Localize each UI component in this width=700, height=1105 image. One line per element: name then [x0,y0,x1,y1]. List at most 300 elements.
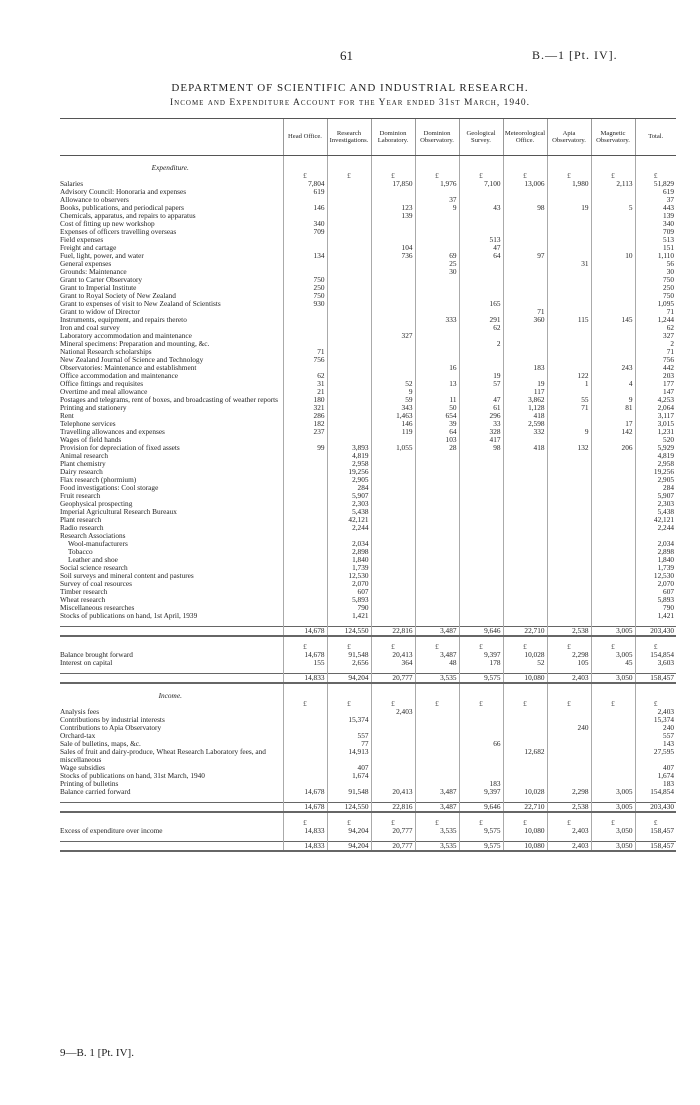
amount-cell: 2,070 [327,580,371,588]
amount-cell [459,596,503,604]
amount-cell [591,612,635,620]
empty-cell [60,627,283,637]
amount-cell [415,244,459,252]
empty-cell [283,156,327,173]
amount-cell: 42,121 [327,516,371,524]
total-cell: 2,403 [547,842,591,852]
row-label: Rent [60,412,74,420]
amount-cell [283,716,327,724]
amount-cell [459,220,503,228]
row-label: Office accommodation and maintenance [60,372,178,380]
expenditure-row [60,340,676,348]
amount-cell: 45 [591,659,635,667]
empty-cell [635,812,676,819]
amount-cell: 340 [283,220,327,228]
amount-cell [415,388,459,396]
empty-cell [415,683,459,700]
currency-symbol: £ [547,700,591,708]
empty-cell [591,156,635,173]
amount-cell [459,716,503,724]
amount-cell [547,220,591,228]
amount-cell [591,580,635,588]
amount-cell [415,484,459,492]
amount-cell [283,508,327,516]
amount-cell: 20,413 [371,651,415,659]
total-cell: 2,538 [547,627,591,637]
amount-cell: 51,829 [635,180,676,188]
total-cell: 124,550 [327,627,371,637]
row-label: Printing of bulletins [60,780,119,788]
amount-cell [415,476,459,484]
amount-cell: 250 [283,284,327,292]
amount-cell: 154,854 [635,788,676,796]
amount-cell: 42,121 [635,516,676,524]
amount-cell: 14,678 [283,651,327,659]
total-cell: 2,403 [547,674,591,684]
amount-cell [283,748,327,764]
amount-cell [459,476,503,484]
column-header: Meteorological Office. [503,119,547,156]
amount-cell [547,708,591,716]
amount-cell: 243 [591,364,635,372]
amount-cell [327,300,371,308]
amount-cell: 62 [459,324,503,332]
amount-cell [591,196,635,204]
amount-cell [591,308,635,316]
amount-cell: 117 [503,388,547,396]
expenditure-row [60,252,676,260]
amount-cell [591,564,635,572]
total-cell: 2,538 [547,803,591,813]
row-label: Overtime and meal allowance [60,388,148,396]
column-header: Head Office. [283,119,327,156]
amount-cell [371,716,415,724]
row-label: General expenses [60,260,112,268]
amount-cell: 10,028 [503,651,547,659]
row-label: Stocks of publications on hand, 31st March, 1940 [60,772,205,780]
amount-cell: 2,905 [327,476,371,484]
amount-cell: 557 [635,732,676,740]
amount-cell: 99 [283,444,327,452]
currency-symbol: £ [415,819,459,827]
amount-cell [503,356,547,364]
amount-cell [547,252,591,260]
amount-cell [371,236,415,244]
amount-cell [459,212,503,220]
amount-cell: 147 [635,388,676,396]
expenditure-row [60,292,676,300]
amount-cell [547,452,591,460]
amount-cell [283,596,327,604]
amount-cell [415,716,459,724]
currency-symbol: £ [503,819,547,827]
amount-cell [327,244,371,252]
amount-cell: 19 [503,380,547,388]
empty-cell [591,636,635,643]
amount-cell [371,372,415,380]
amount-cell [503,492,547,500]
amount-cell: 1,055 [371,444,415,452]
amount-cell [327,308,371,316]
amount-cell: 5,893 [635,596,676,604]
amount-cell [371,508,415,516]
amount-cell: 418 [503,412,547,420]
amount-cell: 237 [283,428,327,436]
total-cell: 158,457 [635,674,676,684]
amount-cell: 3,005 [591,788,635,796]
expenditure-row [60,404,676,412]
amount-cell: 57 [459,380,503,388]
expenditure-row [60,388,676,396]
amount-cell [547,292,591,300]
amount-cell: 2,034 [635,540,676,548]
amount-cell [459,308,503,316]
amount-cell [503,708,547,716]
amount-cell [503,604,547,612]
currency-symbol: £ [459,819,503,827]
amount-cell [371,364,415,372]
amount-cell [283,212,327,220]
empty-cell [415,636,459,643]
amount-cell [415,212,459,220]
amount-cell: 2 [459,340,503,348]
amount-cell [415,764,459,772]
amount-cell: 20,413 [371,788,415,796]
amount-cell [503,548,547,556]
amount-cell: 31 [547,260,591,268]
empty-cell [547,812,591,819]
amount-cell [415,724,459,732]
amount-cell [327,532,371,540]
amount-cell: 10,080 [503,827,547,835]
amount-cell [371,748,415,764]
empty-cell [283,812,327,819]
amount-cell [591,540,635,548]
amount-cell: 333 [415,316,459,324]
amount-cell [415,580,459,588]
amount-cell [547,732,591,740]
amount-cell: 364 [371,659,415,667]
currency-row [60,172,676,180]
amount-cell [591,212,635,220]
row-label: Social science research [60,564,128,572]
amount-cell [283,708,327,716]
amount-cell: 154,854 [635,651,676,659]
amount-cell: 9 [371,388,415,396]
amount-cell: 443 [635,204,676,212]
amount-cell [459,548,503,556]
total-cell: 14,678 [283,627,327,637]
amount-cell [371,276,415,284]
amount-cell [547,196,591,204]
amount-cell: 343 [371,404,415,412]
amount-cell: 3,050 [591,827,635,835]
amount-cell [283,460,327,468]
page-reference: B.—1 [Pt. IV]. [532,48,618,62]
amount-cell: 3,487 [415,788,459,796]
amount-cell [547,340,591,348]
amount-cell [547,412,591,420]
amount-cell: 284 [327,484,371,492]
amount-cell [547,476,591,484]
currency-symbol: £ [371,643,415,651]
amount-cell: 607 [327,588,371,596]
amount-cell [415,508,459,516]
amount-cell: 15,374 [635,716,676,724]
amount-cell: 69 [415,252,459,260]
amount-cell: 25 [415,260,459,268]
amount-cell [547,276,591,284]
amount-cell [591,292,635,300]
amount-cell: 21 [283,388,327,396]
amount-cell [371,468,415,476]
currency-row [60,819,676,827]
amount-cell [459,188,503,196]
total-row [60,842,676,852]
amount-cell [371,260,415,268]
amount-cell [459,332,503,340]
amount-cell [371,588,415,596]
currency-symbol: £ [635,819,676,827]
row-label: Provision for depreciation of fixed assets [60,444,180,452]
income-expenditure-table [60,118,676,852]
expenditure-row [60,396,676,404]
amount-cell [459,284,503,292]
empty-cell [635,156,676,173]
amount-cell [547,532,591,540]
amount-cell [283,604,327,612]
expenditure-row [60,412,676,420]
amount-cell: 9 [415,204,459,212]
amount-cell [415,340,459,348]
amount-cell [459,452,503,460]
amount-cell [371,460,415,468]
currency-symbol: £ [635,643,676,651]
amount-cell: 77 [327,740,371,748]
total-cell: 22,710 [503,627,547,637]
currency-symbol: £ [591,643,635,651]
amount-cell [547,716,591,724]
amount-cell [547,356,591,364]
empty-cell [459,812,503,819]
expenditure-row [60,348,676,356]
amount-cell: 17,850 [371,180,415,188]
amount-cell [547,764,591,772]
amount-cell [591,468,635,476]
amount-cell [591,764,635,772]
amount-cell: 14,678 [283,788,327,796]
amount-cell [503,724,547,732]
expenditure-row [60,540,676,548]
amount-cell [371,228,415,236]
amount-cell: 7,100 [459,180,503,188]
amount-cell: 4,253 [635,396,676,404]
amount-cell: 327 [371,332,415,340]
amount-cell [415,740,459,748]
expenditure-row [60,516,676,524]
amount-cell: 182 [283,420,327,428]
row-label: Grant to expenses of visit to New Zealand of Scientists [60,300,221,308]
amount-cell [503,452,547,460]
amount-cell [371,540,415,548]
amount-cell: 5 [591,204,635,212]
total-cell: 22,816 [371,627,415,637]
amount-cell: 9,397 [459,788,503,796]
row-label: Leather and shoe [68,556,118,564]
amount-cell: 50 [415,404,459,412]
amount-cell: 139 [635,212,676,220]
total-cell: 9,575 [459,842,503,852]
amount-cell: 750 [635,292,676,300]
amount-cell: 104 [371,244,415,252]
amount-cell [547,188,591,196]
amount-cell: 39 [415,420,459,428]
expenditure-row [60,284,676,292]
amount-cell [591,260,635,268]
amount-cell [503,564,547,572]
row-label: Wage subsidies [60,764,106,772]
amount-cell [459,460,503,468]
amount-cell [503,540,547,548]
amount-cell [459,580,503,588]
row-label: Tobacco [68,548,93,556]
amount-cell [371,196,415,204]
expenditure-row [60,612,676,620]
empty-cell [415,812,459,819]
amount-cell [371,532,415,540]
section-heading: Income. [158,691,182,700]
column-header-blank [60,119,283,156]
expenditure-row [60,596,676,604]
income-row [60,780,676,788]
amount-cell: 9,397 [459,651,503,659]
amount-cell [503,436,547,444]
total-cell: 3,005 [591,803,635,813]
amount-cell: 7,804 [283,180,327,188]
expenditure-row [60,244,676,252]
amount-cell [327,212,371,220]
amount-cell [503,500,547,508]
amount-cell [503,780,547,788]
amount-cell [371,516,415,524]
amount-cell: 61 [459,404,503,412]
amount-cell [459,540,503,548]
amount-cell: 240 [547,724,591,732]
expenditure-row [60,556,676,564]
empty-cell [371,156,415,173]
amount-cell: 3,487 [415,651,459,659]
amount-cell: 122 [547,372,591,380]
amount-cell: 33 [459,420,503,428]
amount-cell [547,300,591,308]
amount-cell: 5,907 [635,492,676,500]
excess-row [60,827,676,835]
amount-cell [415,540,459,548]
amount-cell [547,332,591,340]
amount-cell [327,284,371,292]
amount-cell: 2,898 [635,548,676,556]
amount-cell [591,492,635,500]
amount-cell: 20,777 [371,827,415,835]
amount-cell [547,348,591,356]
row-label: National Research scholarships [60,348,152,356]
total-cell: 9,575 [459,674,503,684]
amount-cell [459,516,503,524]
empty-cell [60,643,283,651]
row-label: Expenses of officers travelling overseas [60,228,177,236]
amount-cell: 3,603 [635,659,676,667]
amount-cell [547,740,591,748]
amount-cell: 146 [371,420,415,428]
amount-cell [635,532,676,540]
amount-cell: 16 [415,364,459,372]
amount-cell [503,532,547,540]
amount-cell [283,724,327,732]
empty-cell [503,683,547,700]
row-label: Food investigations: Cool storage [60,484,159,492]
total-cell: 203,430 [635,627,676,637]
amount-cell [591,724,635,732]
amount-cell [283,548,327,556]
amount-cell [503,612,547,620]
amount-cell: 5,438 [327,508,371,516]
amount-cell [283,564,327,572]
amount-cell [503,556,547,564]
amount-cell [283,612,327,620]
row-label: Chemicals, apparatus, and repairs to apparatus [60,212,196,220]
empty-cell [547,683,591,700]
amount-cell: 2,898 [327,548,371,556]
amount-cell: 19 [547,204,591,212]
amount-cell: 1,244 [635,316,676,324]
amount-cell [459,292,503,300]
empty-cell [283,636,327,643]
empty-cell [591,683,635,700]
currency-symbol: £ [635,700,676,708]
expenditure-row [60,332,676,340]
amount-cell: 4,819 [327,452,371,460]
row-label: Excess of expenditure over income [60,827,163,835]
currency-row [60,700,676,708]
row-label: Instruments, equipment, and repairs thereto [60,316,187,324]
amount-cell [591,460,635,468]
amount-cell: 2,298 [547,651,591,659]
total-cell: 203,430 [635,803,676,813]
amount-cell [459,572,503,580]
amount-cell: 177 [635,380,676,388]
currency-symbol: £ [283,700,327,708]
amount-cell: 146 [283,204,327,212]
row-label: Stocks of publications on hand, 1st April, 1939 [60,612,198,620]
empty-cell [327,636,371,643]
amount-cell [459,356,503,364]
amount-cell [415,492,459,500]
currency-symbol: £ [283,819,327,827]
amount-cell: 286 [283,412,327,420]
amount-cell: 442 [635,364,676,372]
amount-cell [503,580,547,588]
amount-cell [459,348,503,356]
amount-cell [327,724,371,732]
amount-cell [591,548,635,556]
amount-cell [591,324,635,332]
amount-cell: 296 [459,412,503,420]
amount-cell: 64 [459,252,503,260]
spacer-row [60,812,676,819]
amount-cell: 1,674 [327,772,371,780]
amount-cell [283,436,327,444]
amount-cell [591,436,635,444]
